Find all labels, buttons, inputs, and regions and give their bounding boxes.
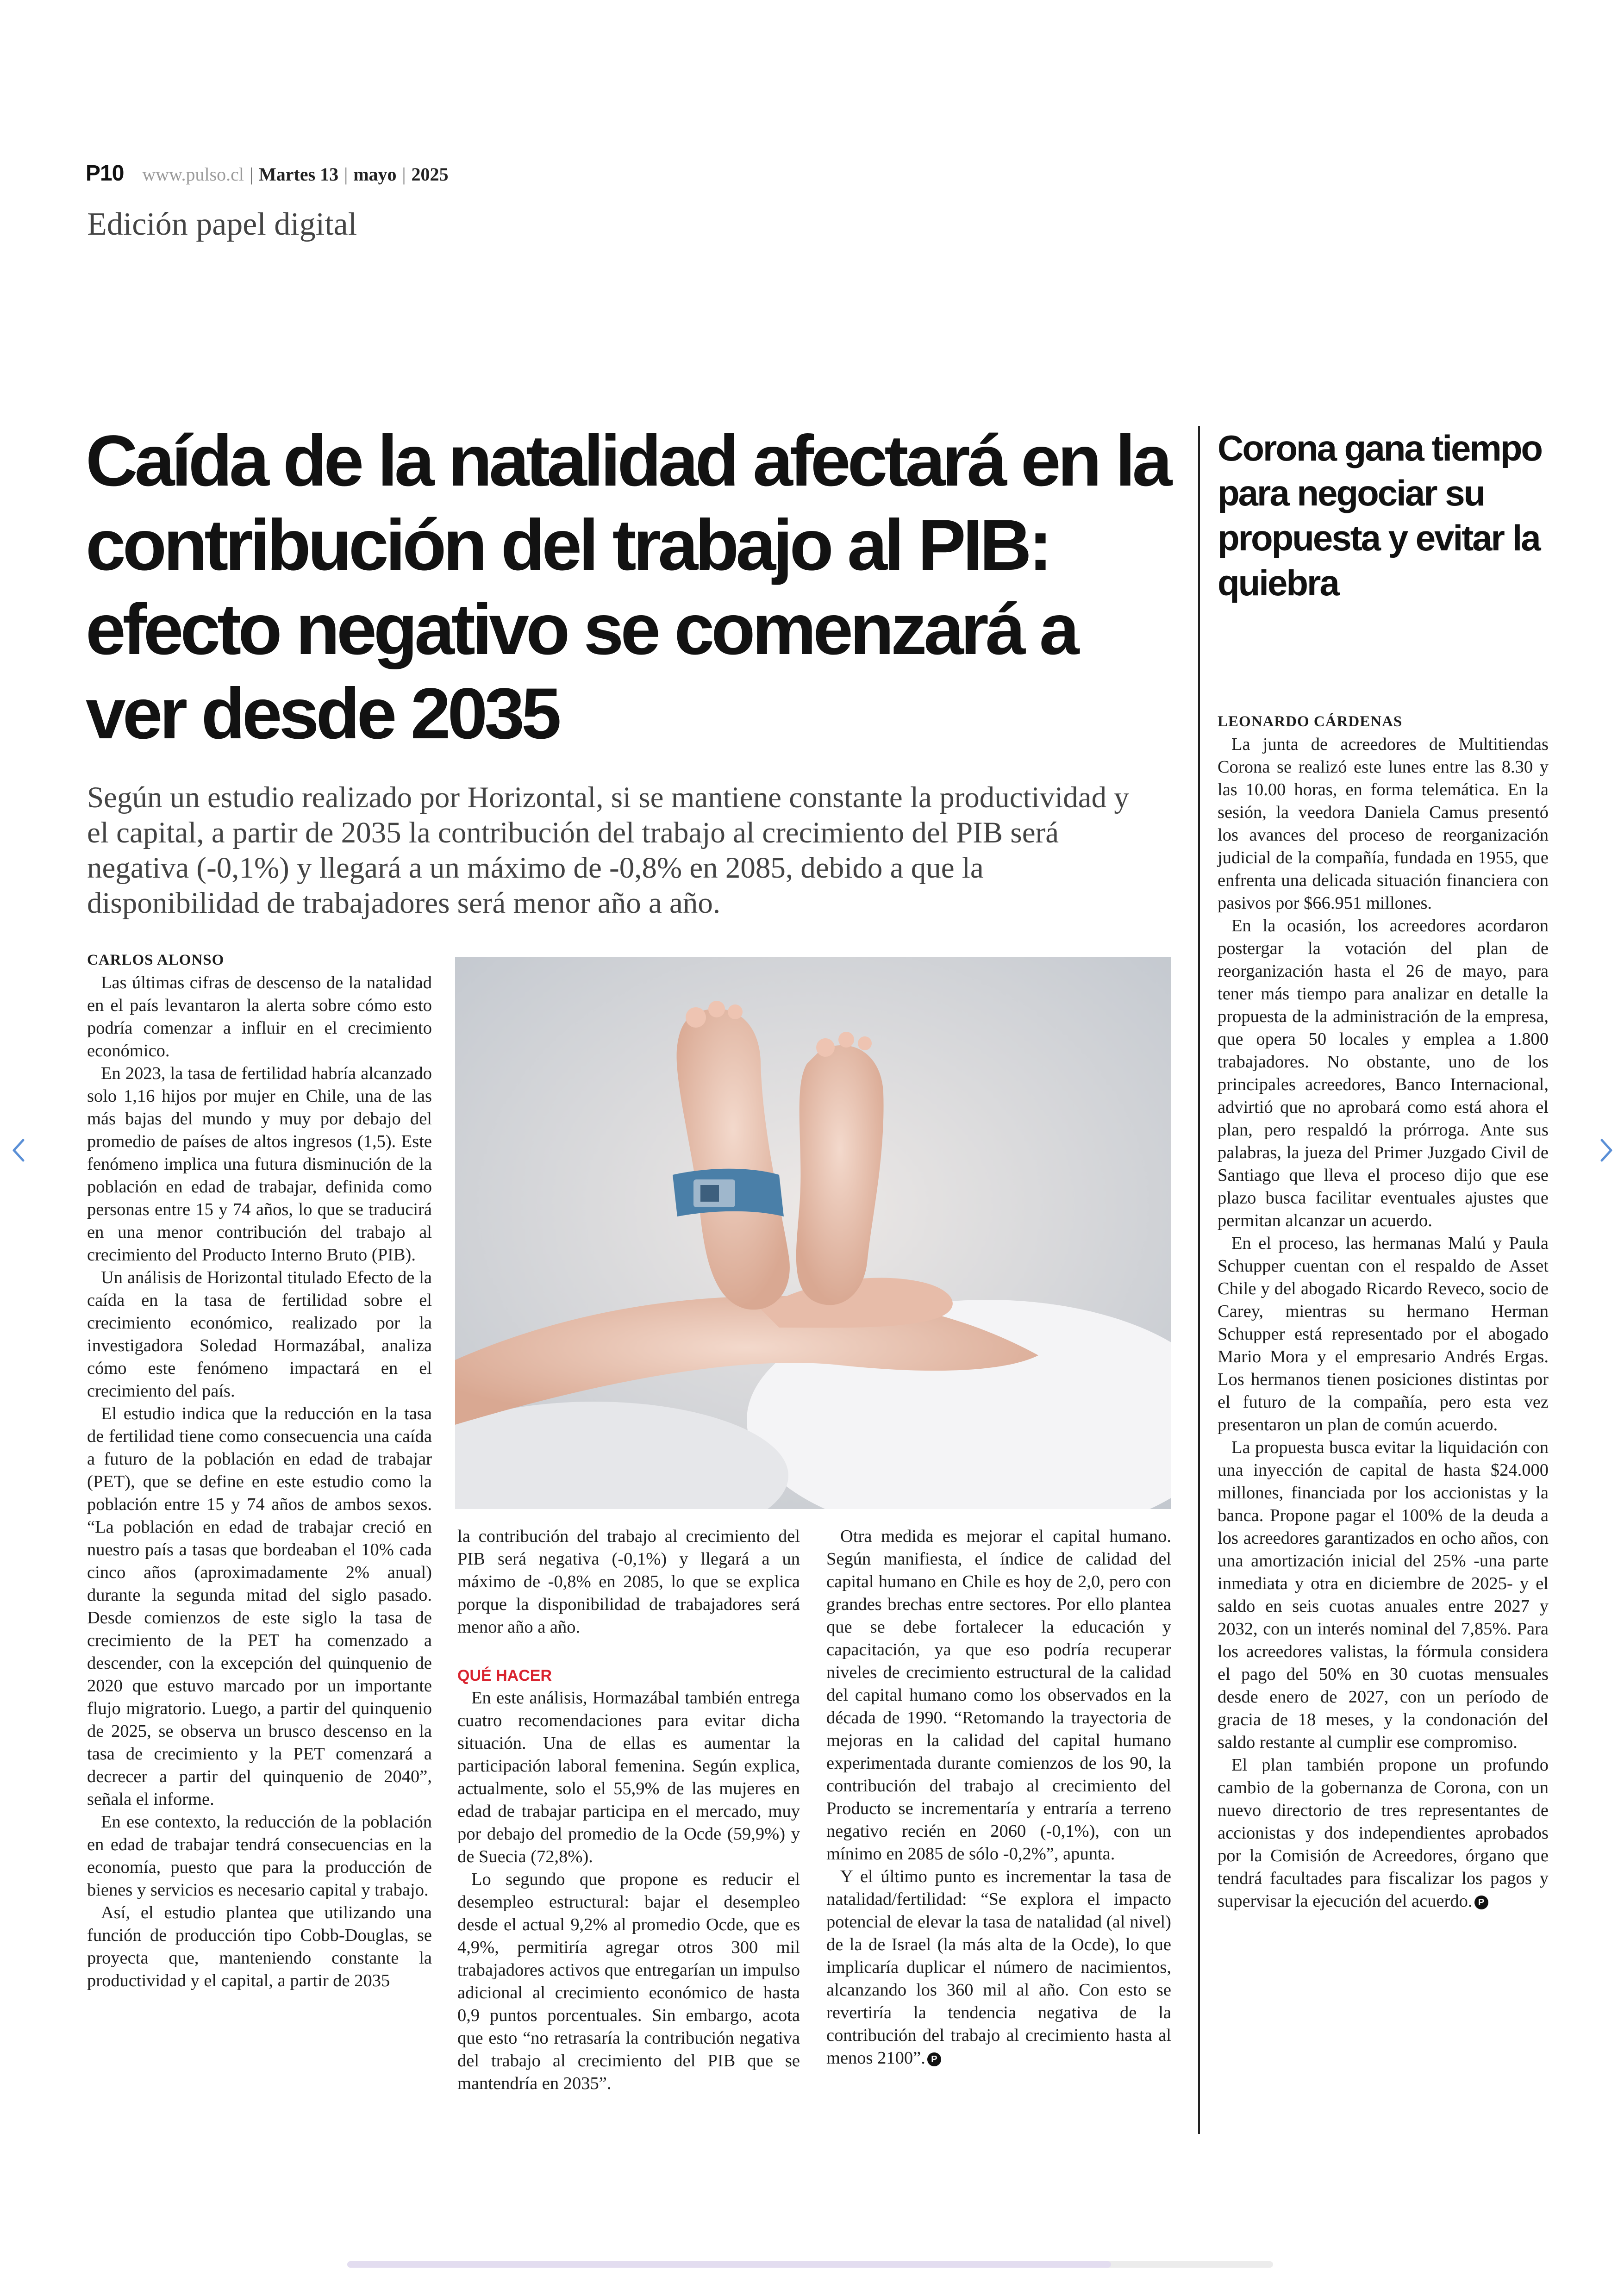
paragraph: El plan también propone un profundo cambio de la gobernanza de Corona, con un nuevo directorio de tres representantes de accionistas y dos independientes aprobados por la Comisión de Acreedores, órgano que tendrá facultades para fiscalizar los pagos y supervisar la ejecución del acuerdo. P [1218,1755,1549,1911]
side-byline: LEONARDO CÁRDENAS [1218,713,1403,730]
paragraph: Así, el estudio plantea que utilizando una función de producción tipo Cobb-Douglas, se proyecta que, manteniendo constante la productividad y el capital, a partir de 2035 [87,1903,432,1990]
chevron-right-icon [1597,1136,1616,1164]
side-article-column [1218,711,1549,1913]
paragraph: El estudio indica que la reducción en la tasa de fertilidad tiene como consecuencia una caída a futuro de la población en edad de trabajar (PET), que se define en este estudio como la población entre 15 y 74 años de ambos sexos. “La población en edad de trabajar creció en nuestro país a tasas que bordeaban el 10% cada cinco años (aproximadamente 2% anual) durante la segunda mitad del siglo pasado. Desde comienzos de este siglo la tasa de crecimiento de la PET ha comenzado a descender, con la excepción del quinquenio de 2020 que estuvo marcado por un importante flujo migratorio. Luego, a partir del quinquenio de 2025, se observa un brusco descenso en la tasa de crecimiento y la PET comenzará a decrecer a partir del quinquenio de 2040”, señala el informe. [87,1404,432,1809]
paragraph: Lo segundo que propone es reducir el desempleo estructural: bajar el desempleo desde el actual 9,2% al promedio Ocde, que es 4,9%, permitiría agregar otros 300 mil trabajadores activos que entregarían un impulso adicional al crecimiento económico de hasta 0,9 puntos porcentuales. Sin embargo, acota que esto “no retrasaría la contribución negativa del trabajo al crecimiento del PIB que se mantendría en 2035”. [457,1870,800,2093]
paragraph: En ese contexto, la reducción de la población en edad de trabajar tendrá consecuencias en la economía, puesto que para la producción de bienes y servicios es necesario capital y trabajo. [87,1812,432,1900]
prev-page-button[interactable] [5,1129,32,1171]
byline: CARLOS ALONSO [87,952,225,968]
paragraph: En 2023, la tasa de fertilidad habría alcanzado solo 1,16 hijos por mujer en Chile, una de las más bajas del mundo y muy por debajo del promedio de países de altos ingresos (1,5). Este fenómeno implica una futura disminución de la población en edad de trabajar, definida como personas entre 15 y 74 años, lo que se traducirá en una menor contribución del trabajo al crecimiento del Producto Interno Bruto (PIB). [87,1064,432,1265]
paragraph: Las últimas cifras de descenso de la natalidad en el país levantaron la alerta sobre cómo esto podría comenzar a influir en el crecimiento económico. [87,973,432,1060]
edition-label: Edición papel digital [87,206,357,242]
chevron-left-icon [9,1136,28,1164]
main-dek: Según un estudio realizado por Horizontal, si se mantiene constante la productividad y el capital, a partir de 2035 la contribución del trabajo al crecimiento del PIB será negativa (-0,1%) y llegará a un máximo de -0,8% en 2085, debido a que la disponibilidad de trabajadores será menor año a año. [87,781,1129,920]
paragraph: Un análisis de Horizontal titulado Efecto de la caída en la tasa de fertilidad sobre el crecimiento económico, realizado por la investigadora Soledad Hormazábal, analiza cómo este fenómeno impactará en el crecimiento del país. [87,1268,432,1401]
paragraph: En el proceso, las hermanas Malú y Paula Schupper cuentan con el respaldo de Asset Chile y del abogado Ricardo Reveco, socio de Carey, mientras su hermano Herman Schupper está representado por el abogado Mario Mora y el empresario Andrés Ergas. Los hermanos tienen posiciones distintas por el futuro de la compañía, pero esta vez presentaron un plan de común acuerdo. [1218,1234,1549,1434]
paragraph: La junta de acreedores de Multitiendas Corona se realizó este lunes entre las 8.30 y las 10.00 horas, en forma telemática. En la sesión, la veedora Daniela Camus presentó los avances del proceso de reorganización judicial de la compañía, fundada en 1955, que enfrenta una delicada situación financiera con pasivos por $66.951 millones. [1218,735,1549,913]
scrollbar-thumb[interactable] [347,2261,1111,2268]
article-column-1 [87,949,432,1992]
paragraph: Otra medida es mejorar el capital humano. Según manifiesta, el índice de calidad del capital humano en Chile es hoy de 2,0, pero con grandes brechas entre sectores. Por ello plantea que se debe fortalecer la educación y capacitación, ya que eso podría recuperar niveles de crecimiento estructural de la calidad del capital humano como los observados en la década de 1990. “Retomando la trayectoria de mejoras en la calidad del capital humano experimentada durante comienzos de los 90, la contribución del trabajo al crecimiento del Producto se incrementaría y entraría a terreno negativo recién en 2060 (-0,1%), con un mínimo en 2085 de sólo -0,2%”, apunta. [826,1527,1171,1864]
site-url[interactable]: www.pulso.cl [142,164,244,185]
subhead: QUÉ HACER [457,1667,552,1684]
article-column-2 [457,1525,800,2095]
paragraph: En la ocasión, los acreedores acordaron postergar la votación del plan de reorganización hasta el 26 de mayo, para tener más tiempo para analizar en detalle la propuesta de la administración de la empresa, que opera 50 locales y emplea a 1.800 trabajadores. No obstante, uno de los principales acreedores, Banco Internacional, advirtió que no aprobará como está ahora el plan, pero respaldó la prórroga. Ante sus palabras, la jueza del Primer Juzgado Civil de Santiago que lleva el proceso dijo que ese plazo busca facilitar eventuales ajustes que permitan alcanzar un acuerdo. [1218,916,1549,1230]
date-year: 2025 [411,164,449,185]
date-month: mayo [353,164,397,185]
paragraph: la contribución del trabajo al crecimiento del PIB será negativa (-0,1%) y llegará a un máximo de -0,8% en 2085, lo que se explica porque la disponibilidad de trabajadores será menor año a año. [457,1527,800,1637]
main-headline: Caída de la natalidad afectará en la contribución del trabajo al PIB: efecto negativo se comenzará a ver desde 2035 [86,421,1169,754]
end-mark-icon: P [1474,1896,1488,1909]
column-divider [1198,426,1200,2134]
horizontal-scrollbar[interactable] [347,2261,1273,2268]
paragraph: En este análisis, Hormazábal también entrega cuatro recomendaciones para evitar dicha situación. Una de ellas es aumentar la participación laboral femenina. Según explica, actualmente, solo el 55,9% de las mujeres en edad de trabajar participa en el mercado, muy por debajo del promedio de la Ocde (59,9%) y de Suecia (72,8%). [457,1688,800,1866]
end-mark-icon: P [927,2052,941,2066]
article-column-3 [826,1525,1171,2070]
photo-illustration [455,957,1171,1509]
paragraph: Y el último punto es incrementar la tasa de natalidad/fertilidad: “Se explora el impacto potencial de elevar la tasa de natalidad (al nivel) de la de Israel (la más alta de la Ocde), lo que implicaría duplicar el número de nacimientos, alcanzando los 360 mil al año. Con esto se revertiría la tendencia negativa de la contribución del trabajo al crecimiento hasta al menos 2100”. P [826,1867,1171,2068]
page-number: P10 [86,161,124,186]
date-day: Martes 13 [259,164,339,185]
page-header: P10 www.pulso.cl | Martes 13 | mayo | 2025 [86,160,449,187]
paragraph: La propuesta busca evitar la liquidación con una inyección de capital de hasta $24.000 millones, financiada por los accionistas y la banca. Propone pagar el 100% de la deuda a los acreedores garantizados en ocho años, con una amortización inicial del 25% -una parte inmediata y otra en diciembre de 2025- y el saldo en seis cuotas anuales entre 2027 y 2032, con un interés nominal del 7,85%. Para los acreedores valistas, la fórmula considera el pago del 50% en 30 cuotas mensuales desde enero de 2027, con un período de gracia de 18 meses, y la condonación del saldo restante al cumplir ese compromiso. [1218,1438,1549,1752]
newborn-feet-photo [455,957,1171,1509]
side-headline: Corona gana tiempo para negociar su propuesta y evitar la quiebra [1218,428,1542,603]
next-page-button[interactable] [1593,1129,1620,1171]
